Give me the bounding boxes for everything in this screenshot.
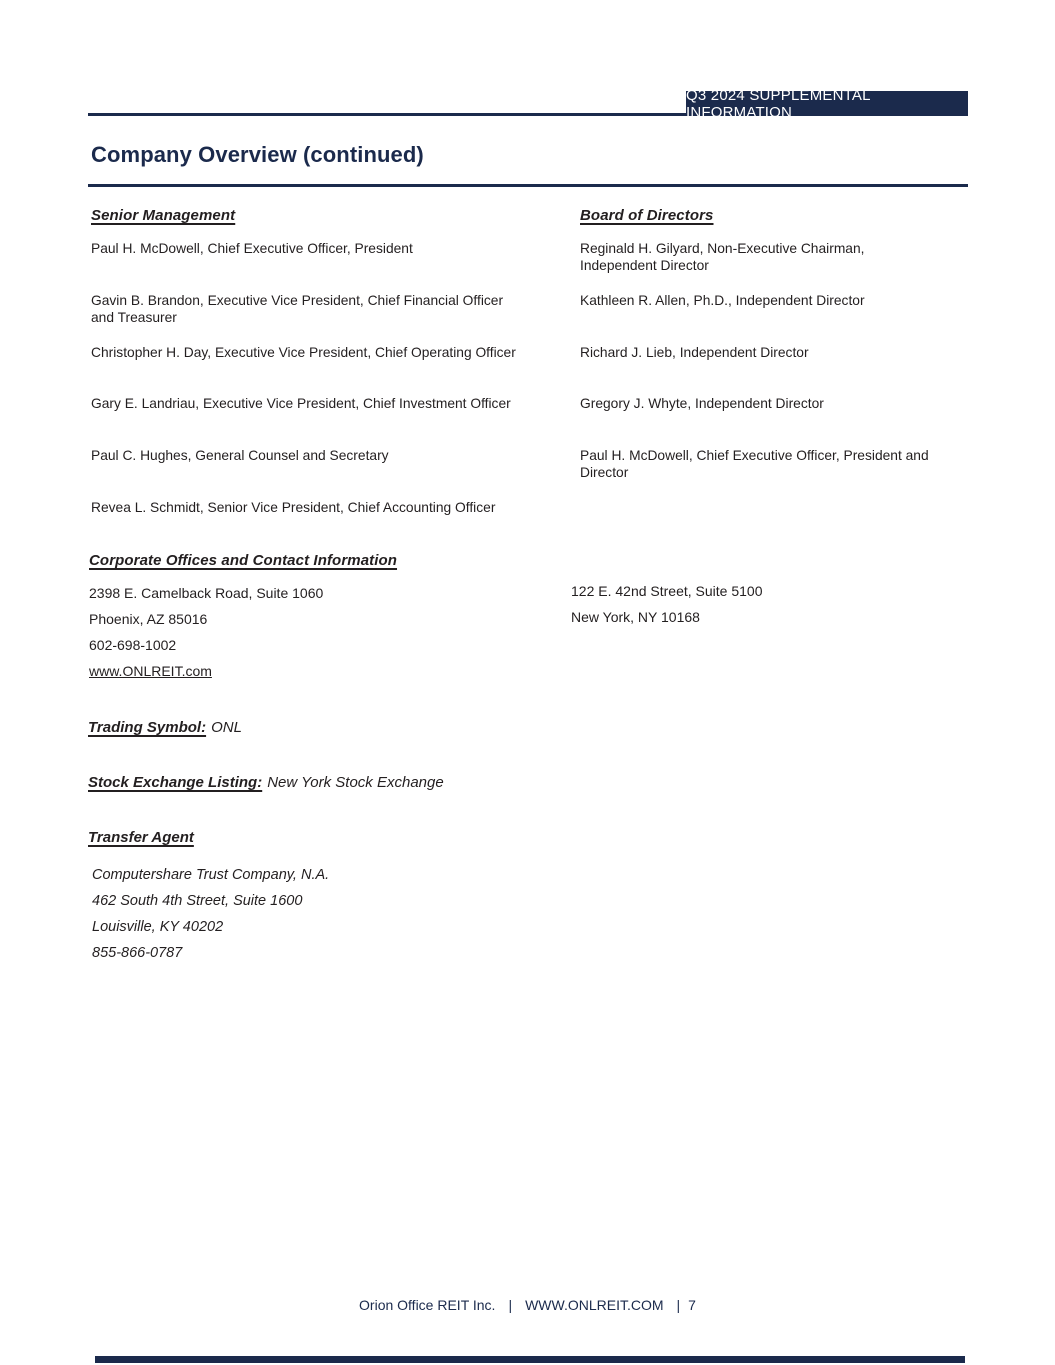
- transfer-agent-details: [92, 862, 329, 966]
- entry-line: Revea L. Schmidt, Senior Vice President, Chief Accounting Officer: [91, 499, 496, 515]
- entry-line: and Treasurer: [91, 309, 177, 325]
- transfer-agent-heading-row: [88, 829, 194, 846]
- stock-exchange-label: Stock Exchange Listing:: [88, 774, 263, 791]
- report-banner: [686, 86, 968, 121]
- entry-line: Richard J. Lieb, Independent Director: [580, 344, 809, 360]
- footer-company: Orion Office REIT Inc.: [359, 1297, 496, 1313]
- transfer-agent-street: 462 South 4th Street, Suite 1600: [92, 893, 303, 909]
- board-entry: [580, 395, 970, 447]
- management-entry: [91, 240, 580, 292]
- board-entry: [580, 292, 970, 344]
- board-heading: Board of Directors: [580, 207, 714, 224]
- management-entry: [91, 447, 580, 499]
- transfer-agent-city: Louisville, KY 40202: [92, 919, 224, 935]
- banner-label: Q3 2024 SUPPLEMENTAL INFORMATION: [686, 86, 871, 121]
- entry-line: Director: [580, 465, 629, 481]
- newyork-address-street: 122 E. 42nd Street, Suite 5100: [571, 583, 763, 599]
- entry-line: Gregory J. Whyte, Independent Director: [580, 396, 824, 412]
- website-link[interactable]: www.ONLREIT.com: [89, 663, 212, 679]
- entry-line: Paul C. Hughes, General Counsel and Secretary: [91, 448, 389, 464]
- transfer-agent-heading: Transfer Agent: [88, 829, 194, 846]
- entry-line: Gavin B. Brandon, Executive Vice President, Chief Financial Officer: [91, 292, 504, 308]
- title-rule: [88, 184, 968, 187]
- trading-symbol-label: Trading Symbol:: [88, 719, 207, 736]
- entry-line: Paul H. McDowell, Chief Executive Officer, President and: [580, 448, 929, 464]
- stock-exchange-value: New York Stock Exchange: [267, 774, 444, 791]
- page-title: Company Overview (continued): [91, 142, 424, 167]
- newyork-address-city: New York, NY 10168: [571, 609, 700, 625]
- board-entry: [580, 447, 970, 499]
- corporate-offices-heading: Corporate Offices and Contact Information: [89, 552, 398, 569]
- entry-line: Gary E. Landriau, Executive Vice President, Chief Investment Officer: [91, 396, 511, 412]
- entry-line: Reginald H. Gilyard, Non-Executive Chairman,: [580, 241, 865, 256]
- phoenix-phone: 602-698-1002: [89, 637, 177, 653]
- footer-divider: |: [508, 1297, 513, 1313]
- board-entry: [580, 344, 970, 396]
- footer-divider: |: [676, 1297, 681, 1313]
- footer-bar: [95, 1356, 965, 1363]
- entry-line: Paul H. McDowell, Chief Executive Officer, President: [91, 241, 413, 256]
- management-entry: [91, 395, 580, 447]
- entry-line: Kathleen R. Allen, Ph.D., Independent Director: [580, 292, 865, 308]
- trading-symbol-row: [88, 719, 242, 736]
- phoenix-address-city: Phoenix, AZ 85016: [89, 611, 208, 627]
- entry-line: Independent Director: [580, 258, 709, 273]
- phoenix-address-street: 2398 E. Camelback Road, Suite 1060: [89, 585, 324, 601]
- trading-symbol-value: ONL: [211, 719, 242, 736]
- entry-line: Christopher H. Day, Executive Vice President, Chief Operating Officer: [91, 344, 516, 360]
- corporate-offices-section: [89, 552, 589, 684]
- newyork-office-block: [571, 578, 971, 630]
- management-entry: [91, 344, 580, 396]
- page-footer: [0, 1297, 1055, 1313]
- management-entry: [91, 499, 580, 551]
- management-entry: [91, 292, 580, 344]
- footer-website: WWW.ONLREIT.COM: [525, 1297, 664, 1313]
- board-of-directors-section: [580, 207, 970, 499]
- stock-exchange-row: [88, 774, 444, 791]
- footer-page-number: 7: [688, 1297, 696, 1313]
- senior-management-section: [91, 207, 580, 551]
- senior-management-heading: Senior Management: [91, 207, 236, 224]
- board-entry: [580, 240, 970, 292]
- transfer-agent-phone: 855-866-0787: [92, 945, 183, 961]
- transfer-agent-name: Computershare Trust Company, N.A.: [92, 867, 330, 883]
